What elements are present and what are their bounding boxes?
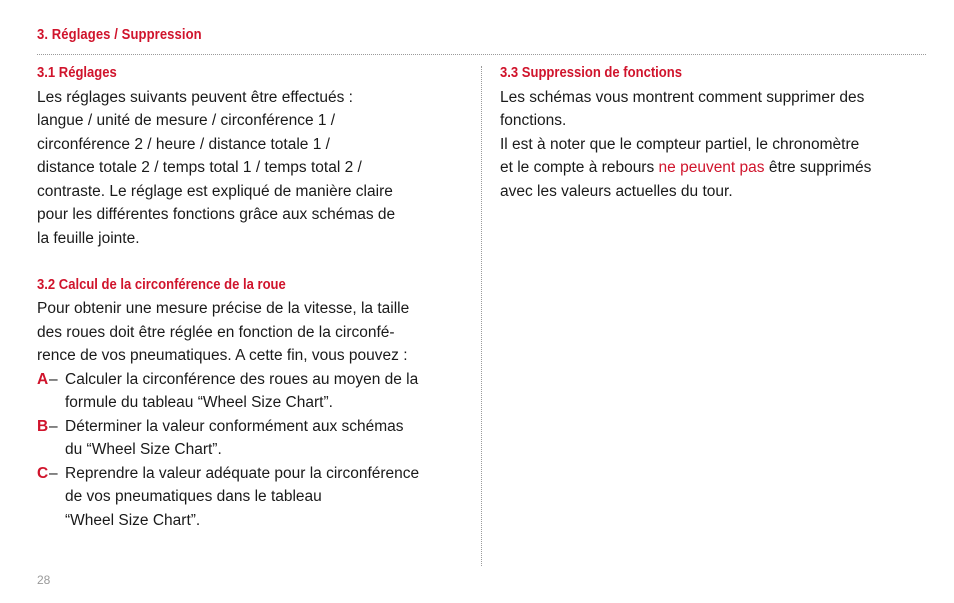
- item-line: du “Wheel Size Chart”.: [65, 441, 222, 458]
- paragraph-line: distance totale 2 / temps total 1 / temps total 2 /: [37, 159, 362, 176]
- paragraph-line: Les schémas vous montrent comment supprimer des: [500, 88, 865, 106]
- paragraph-line: pour les différentes fonctions grâce aux schémas de: [37, 206, 396, 223]
- right-column: [500, 62, 920, 203]
- item-dash: –: [49, 464, 58, 482]
- paragraph-line: circonférence 2 / heure / distance totale 1 /: [37, 135, 330, 153]
- emphasis-text: ne peuvent pas: [658, 159, 765, 176]
- list-item-c: [37, 462, 467, 533]
- list-item-a: [37, 368, 467, 415]
- text-run: être supprimés: [764, 159, 872, 176]
- item-line: “Wheel Size Chart”.: [65, 511, 201, 529]
- paragraph-line: contraste. Le réglage est expliqué de manière claire: [37, 182, 393, 200]
- left-column: [37, 62, 467, 532]
- item-dash: –: [49, 370, 58, 388]
- column-divider: [481, 66, 482, 566]
- item-dash: –: [49, 417, 58, 435]
- item-line: Calculer la circonférence des roues au moyen de la: [65, 370, 419, 388]
- paragraph-line-emphasis: [500, 156, 920, 180]
- paragraph-line: rence de vos pneumatiques. A cette fin, vous pouvez :: [37, 347, 408, 364]
- item-line: formule du tableau “Wheel Size Chart”.: [65, 394, 333, 411]
- item-letter: B: [37, 417, 49, 435]
- heading-3-1: 3.1 Réglages: [37, 65, 117, 81]
- heading-3-2: 3.2 Calcul de la circonférence de la roue: [37, 276, 286, 293]
- paragraph-line: fonctions.: [500, 112, 567, 129]
- paragraph-line: Pour obtenir une mesure précise de la vitesse, la taille: [37, 300, 410, 317]
- spacer: [37, 250, 467, 274]
- text-run: et le compte à rebours: [500, 159, 659, 176]
- paragraph-line: Il est à noter que le compteur partiel, le chronomètre: [500, 135, 860, 153]
- heading-3-3: 3.3 Suppression de fonctions: [500, 65, 683, 81]
- section-title: 3. Réglages / Suppression: [37, 27, 202, 43]
- item-line: de vos pneumatiques dans le tableau: [65, 488, 322, 505]
- page-number: 28: [37, 573, 51, 587]
- paragraph-line: la feuille jointe.: [37, 229, 140, 247]
- item-letter: A: [37, 370, 49, 388]
- item-line: Reprendre la valeur adéquate pour la circonférence: [65, 464, 420, 482]
- paragraph-line: avec les valeurs actuelles du tour.: [500, 182, 733, 200]
- paragraph-line: des roues doit être réglée en fonction de la circonfé-: [37, 323, 395, 341]
- list-item-b: [37, 415, 467, 462]
- paragraph-line: Les réglages suivants peuvent être effectués :: [37, 88, 353, 106]
- paragraph-line: langue / unité de mesure / circonférence 1 /: [37, 112, 336, 129]
- item-letter: C: [37, 464, 49, 482]
- top-divider: [37, 54, 926, 55]
- item-line: Déterminer la valeur conformément aux schémas: [65, 417, 404, 435]
